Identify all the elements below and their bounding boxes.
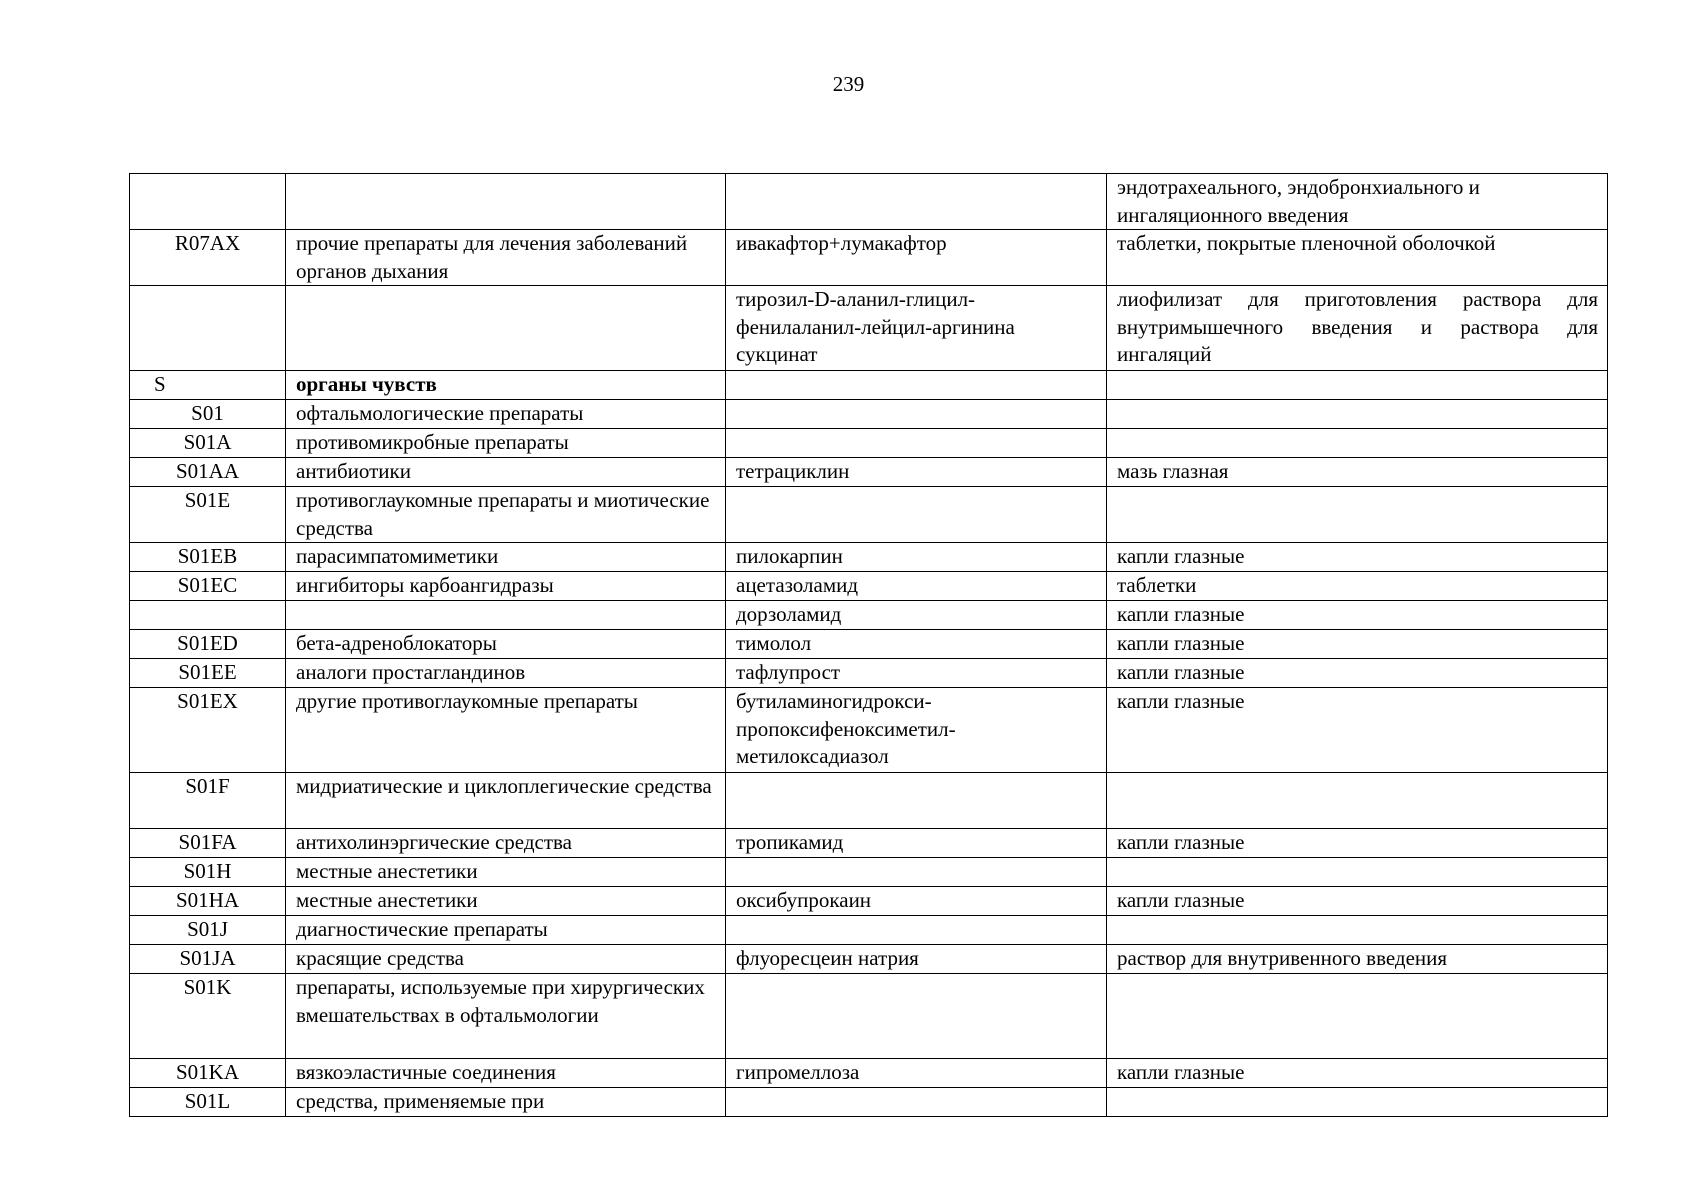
group-cell: красящие средства xyxy=(286,945,726,974)
group-cell: парасимпатомиметики xyxy=(286,543,726,572)
dosage-form-cell: капли глазные xyxy=(1107,688,1608,773)
drug-cell: гипромеллоза xyxy=(726,1059,1107,1088)
group-cell: противоглаукомные препараты и миотические средства xyxy=(286,487,726,543)
table-row xyxy=(130,572,1608,601)
group-cell: диагностические препараты xyxy=(286,916,726,945)
atc-code-cell: S01 xyxy=(130,400,286,429)
drug-cell: тетрациклин xyxy=(726,458,1107,487)
atc-code-cell: R07AX xyxy=(130,230,286,286)
table-row xyxy=(130,916,1608,945)
group-cell: прочие препараты для лечения заболеваний органов дыхания xyxy=(286,230,726,286)
table-row xyxy=(130,974,1608,1059)
drug-list-table xyxy=(129,173,1608,1117)
group-cell: местные анестетики xyxy=(286,858,726,887)
atc-code-cell: S01ED xyxy=(130,630,286,659)
dosage-form-cell: капли глазные xyxy=(1107,543,1608,572)
drug-cell: оксибупрокаин xyxy=(726,887,1107,916)
atc-code-cell: S01EX xyxy=(130,688,286,773)
drug-cell: тирозил-D-аланил-глицил-фенилаланил-лейцил-аргинина сукцинат xyxy=(726,286,1107,371)
drug-cell: ивакафтор+лумакафтор xyxy=(726,230,1107,286)
atc-code-cell: S01E xyxy=(130,487,286,543)
dosage-form-cell: капли глазные xyxy=(1107,601,1608,630)
atc-code-cell: S01F xyxy=(130,773,286,829)
table-row xyxy=(130,429,1608,458)
group-cell: противомикробные препараты xyxy=(286,429,726,458)
drug-cell xyxy=(726,974,1107,1059)
dosage-form-cell: капли глазные xyxy=(1107,630,1608,659)
dosage-form-cell: раствор для внутривенного введения xyxy=(1107,945,1608,974)
dosage-form-cell: капли глазные xyxy=(1107,659,1608,688)
table-row xyxy=(130,829,1608,858)
drug-cell xyxy=(726,487,1107,543)
drug-cell xyxy=(726,773,1107,829)
dosage-form-cell xyxy=(1107,1088,1608,1117)
group-cell: средства, применяемые при xyxy=(286,1088,726,1117)
drug-cell xyxy=(726,429,1107,458)
table-row xyxy=(130,400,1608,429)
table-row xyxy=(130,945,1608,974)
dosage-form-cell xyxy=(1107,858,1608,887)
drug-cell: тимолол xyxy=(726,630,1107,659)
atc-code-cell: S01HA xyxy=(130,887,286,916)
table-row xyxy=(130,887,1608,916)
atc-code-cell: S01AA xyxy=(130,458,286,487)
group-cell xyxy=(286,286,726,371)
dosage-form-cell: капли глазные xyxy=(1107,887,1608,916)
atc-code-cell: S01FA xyxy=(130,829,286,858)
atc-code-cell: S01H xyxy=(130,858,286,887)
group-cell: бета-адреноблокаторы xyxy=(286,630,726,659)
group-cell xyxy=(286,174,726,230)
table-row xyxy=(130,487,1608,543)
group-cell: другие противоглаукомные препараты xyxy=(286,688,726,773)
table-row xyxy=(130,601,1608,630)
group-cell: офтальмологические препараты xyxy=(286,400,726,429)
dosage-form-cell: эндотрахеального, эндобронхиального и ингаляционного введения xyxy=(1107,174,1608,230)
atc-code-cell: S xyxy=(130,371,286,400)
table-row xyxy=(130,286,1608,371)
table-row xyxy=(130,543,1608,572)
dosage-form-cell: таблетки, покрытые пленочной оболочкой xyxy=(1107,230,1608,286)
dosage-form-cell: капли глазные xyxy=(1107,829,1608,858)
table-row xyxy=(130,174,1608,230)
atc-code-cell: S01EE xyxy=(130,659,286,688)
table-row xyxy=(130,371,1608,400)
dosage-form-cell: лиофилизат для приготовления раствора для внутримышечного введения и раствора для ингаляций xyxy=(1107,286,1608,371)
drug-cell: дорзоламид xyxy=(726,601,1107,630)
dosage-form-cell xyxy=(1107,429,1608,458)
group-cell: местные анестетики xyxy=(286,887,726,916)
dosage-form-cell xyxy=(1107,916,1608,945)
atc-code-cell xyxy=(130,601,286,630)
group-cell: ингибиторы карбоангидразы xyxy=(286,572,726,601)
atc-code-cell: S01J xyxy=(130,916,286,945)
atc-code-cell: S01JA xyxy=(130,945,286,974)
table-row xyxy=(130,630,1608,659)
atc-code-cell: S01KA xyxy=(130,1059,286,1088)
atc-code-cell: S01EB xyxy=(130,543,286,572)
group-cell: антихолинэргические средства xyxy=(286,829,726,858)
dosage-form-cell xyxy=(1107,974,1608,1059)
drug-cell: тропикамид xyxy=(726,829,1107,858)
group-cell: препараты, используемые при хирургических вмешательствах в офтальмологии xyxy=(286,974,726,1059)
table-row xyxy=(130,858,1608,887)
atc-code-cell xyxy=(130,174,286,230)
dosage-form-cell xyxy=(1107,487,1608,543)
table-row xyxy=(130,1059,1608,1088)
drug-cell xyxy=(726,400,1107,429)
table-row xyxy=(130,458,1608,487)
atc-code-cell: S01EC xyxy=(130,572,286,601)
drug-cell xyxy=(726,1088,1107,1117)
dosage-form-cell: капли глазные xyxy=(1107,1059,1608,1088)
dosage-form-cell: мазь глазная xyxy=(1107,458,1608,487)
atc-code-cell: S01A xyxy=(130,429,286,458)
drug-cell xyxy=(726,174,1107,230)
dosage-form-cell xyxy=(1107,371,1608,400)
table-row xyxy=(130,230,1608,286)
dosage-form-cell xyxy=(1107,773,1608,829)
group-cell: антибиотики xyxy=(286,458,726,487)
page-number: 239 xyxy=(832,72,865,96)
drug-cell: ацетазоламид xyxy=(726,572,1107,601)
group-cell: мидриатические и циклоплегические средства xyxy=(286,773,726,829)
drug-cell: тафлупрост xyxy=(726,659,1107,688)
drug-cell: бутиламиногидрокси-пропоксифеноксиметил-метилоксадиазол xyxy=(726,688,1107,773)
drug-cell: флуоресцеин натрия xyxy=(726,945,1107,974)
dosage-form-cell: таблетки xyxy=(1107,572,1608,601)
drug-cell: пилокарпин xyxy=(726,543,1107,572)
group-cell xyxy=(286,601,726,630)
atc-code-cell: S01L xyxy=(130,1088,286,1117)
table-row xyxy=(130,1088,1608,1117)
table-row xyxy=(130,659,1608,688)
table-row xyxy=(130,688,1608,773)
atc-code-cell xyxy=(130,286,286,371)
group-cell: аналоги простагландинов xyxy=(286,659,726,688)
dosage-form-cell xyxy=(1107,400,1608,429)
drug-cell xyxy=(726,916,1107,945)
drug-cell xyxy=(726,371,1107,400)
table-row xyxy=(130,773,1608,829)
atc-code-cell: S01K xyxy=(130,974,286,1059)
drug-cell xyxy=(726,858,1107,887)
group-cell: вязкоэластичные соединения xyxy=(286,1059,726,1088)
group-cell: органы чувств xyxy=(286,371,726,400)
